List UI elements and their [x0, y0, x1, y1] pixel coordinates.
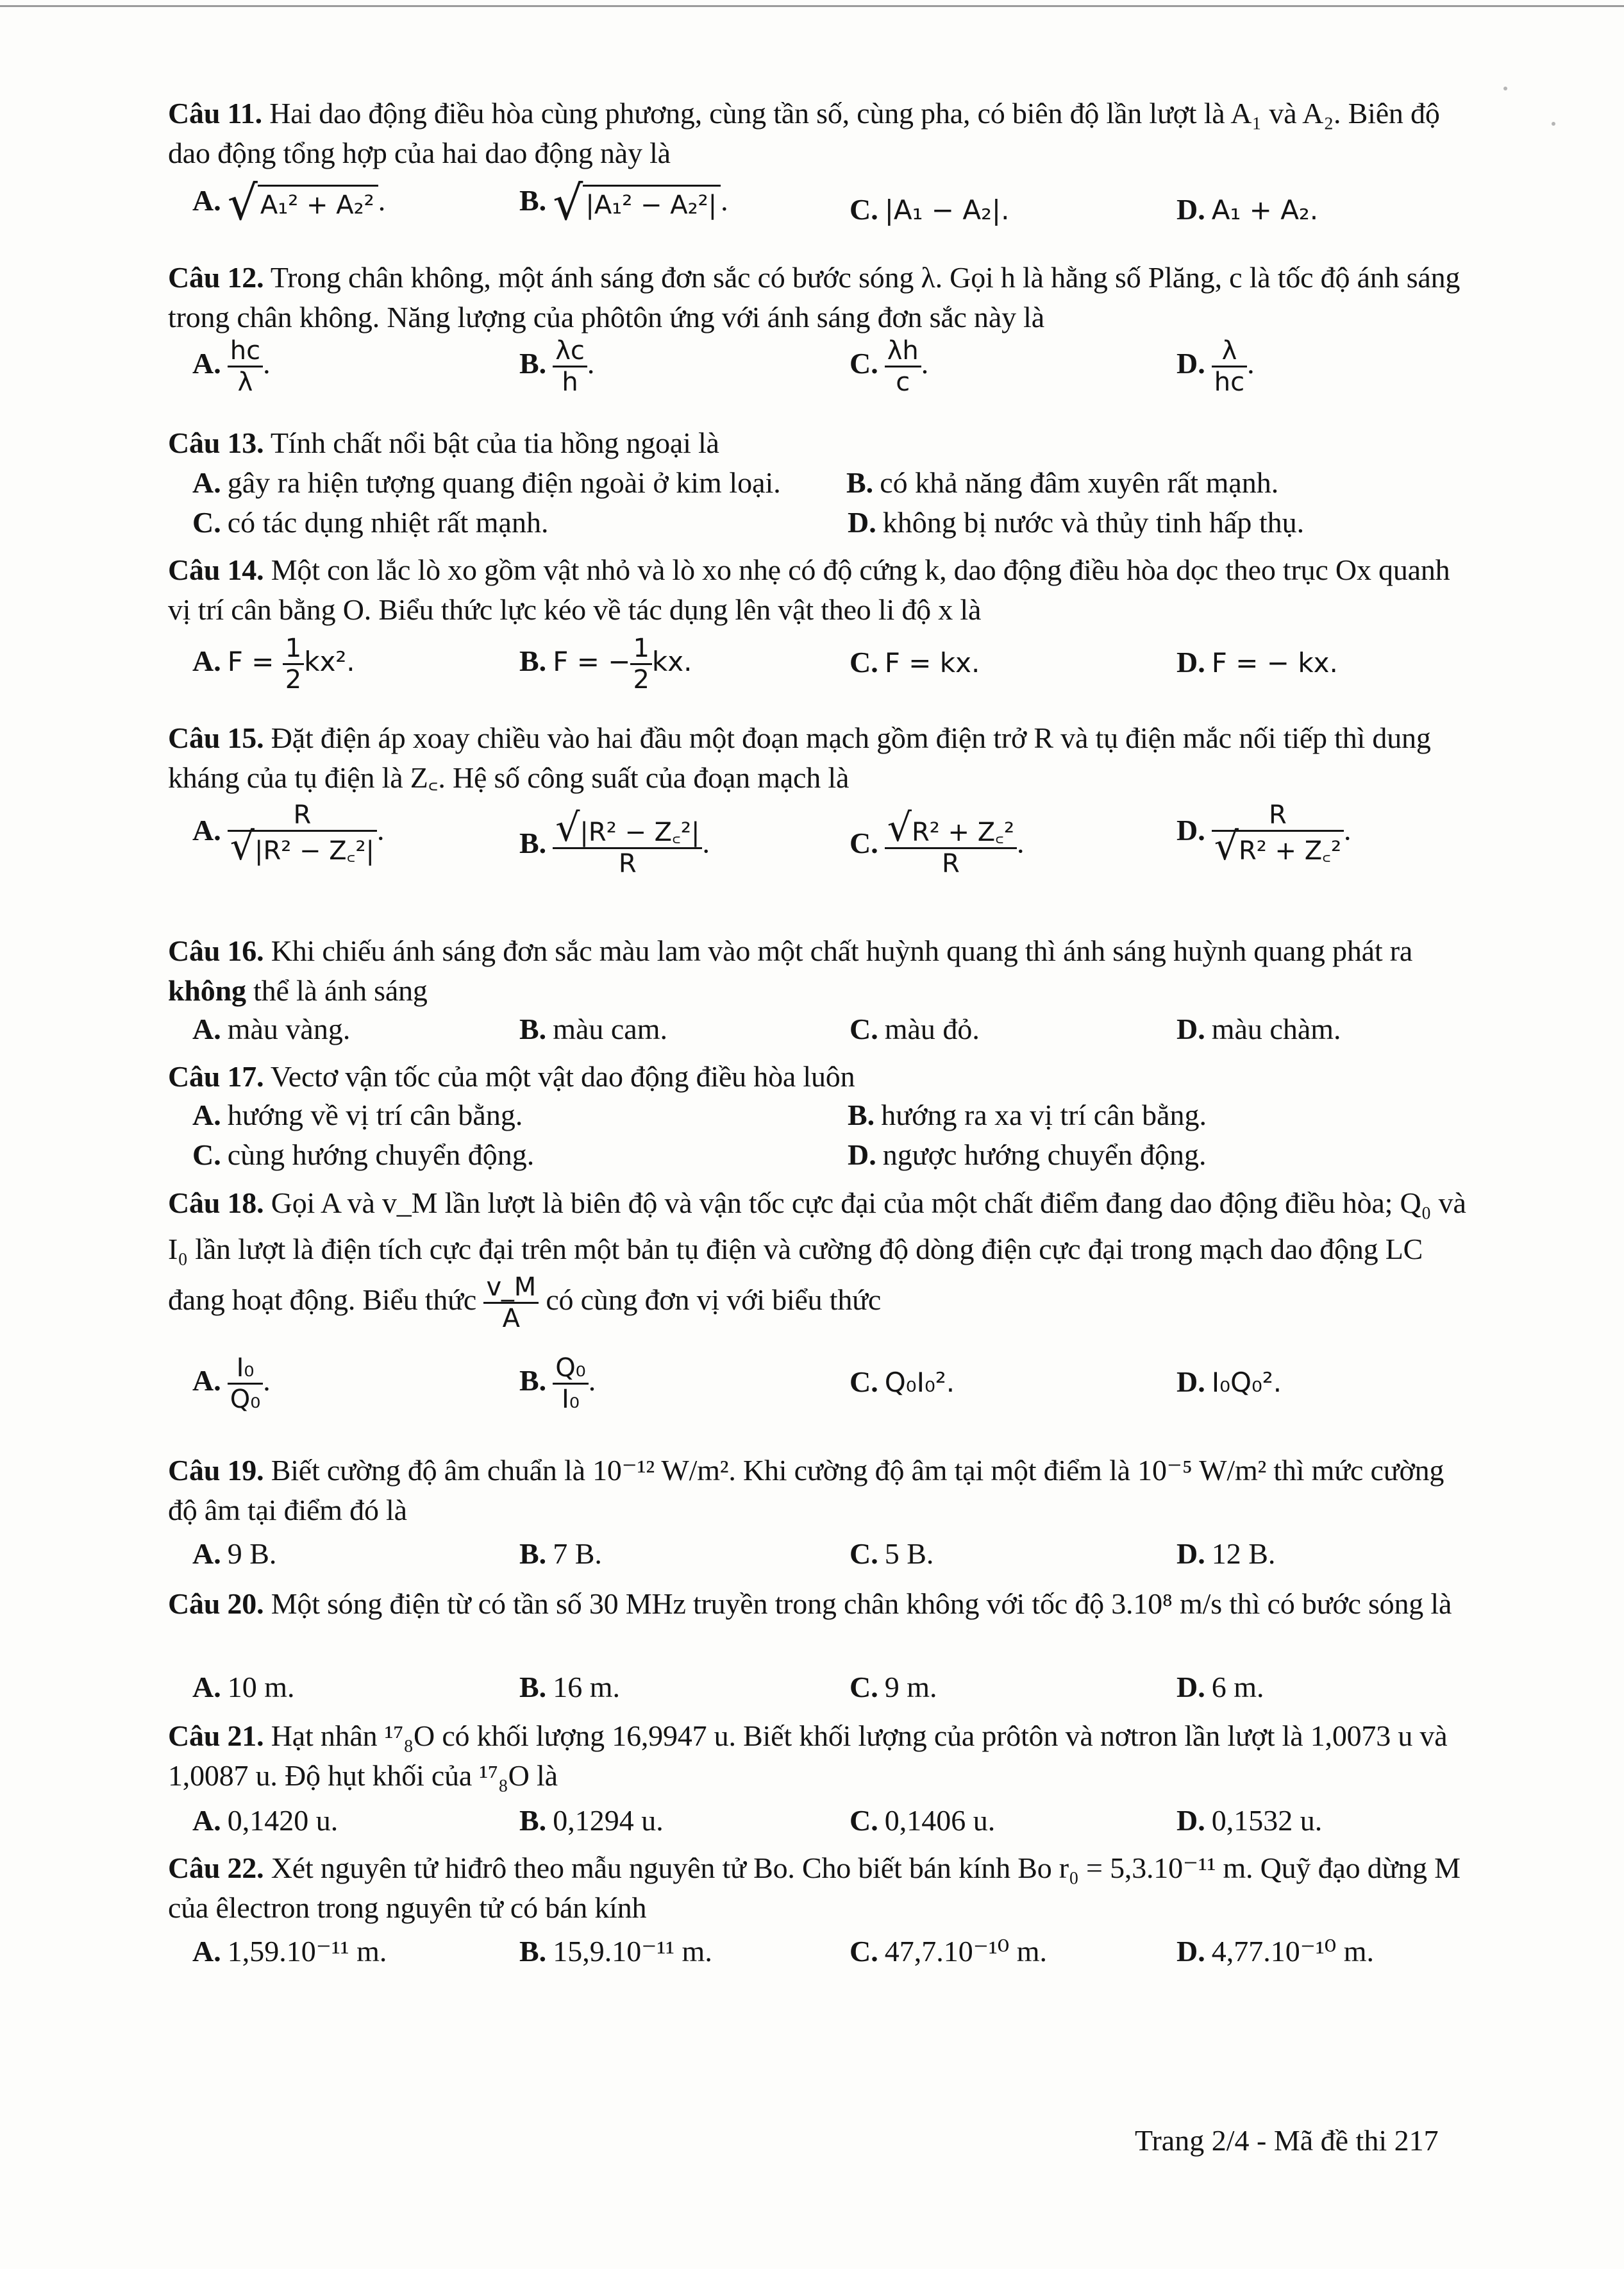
options-14 — [192, 634, 1481, 698]
options-13-row2 — [192, 503, 1481, 543]
option-a: A. 9 B. — [192, 1537, 277, 1570]
question-text: Hạt nhân ¹⁷₈O có khối lượng 16,9947 u. Biết khối lượng của prôtôn và nơtron lần lượt là 1,0073 u và 1,0087 u. Độ hụt khối của ¹⁷₈O là — [168, 1719, 1448, 1792]
option-a: A. màu vàng. — [192, 1013, 351, 1045]
option-c: C. 47,7.10⁻¹⁰ m. — [850, 1935, 1048, 1968]
option-c: C. Q₀I₀². — [850, 1365, 955, 1398]
option-b: B. √ |A₁² − A₂²| . — [519, 176, 728, 232]
option-b: B. có khả năng đâm xuyên rất mạnh. — [846, 466, 1279, 499]
option-a: A. $\frac{R}{\text{√|R² − Z꜀²|}}$ . — [192, 800, 385, 869]
question-text: Biết cường độ âm chuẩn là 10⁻¹² W/m². Khi cường độ âm tại một điểm là 10⁻⁵ W/m² thì mức cường độ âm tại điểm đó là — [168, 1454, 1444, 1526]
option-b: B. $\frac{\text{√|R² − Z꜀²|}}{R}$ . — [519, 806, 710, 879]
option-b: B. 15,9.10⁻¹¹ m. — [519, 1935, 712, 1968]
option-b: B. $\frac{\lambda c}{h}$ . — [519, 336, 595, 397]
option-a: A. $\frac{hc}{\lambda}$ . — [192, 336, 271, 397]
option-c: C. |A₁ − A₂|. — [850, 193, 1010, 226]
option-b: B. 7 B. — [519, 1537, 602, 1570]
option-d: D. I₀Q₀². — [1176, 1365, 1282, 1398]
option-d: D. A₁ + A₂. — [1176, 193, 1319, 226]
options-18 — [192, 1353, 1481, 1417]
options-13-row1 — [192, 463, 1481, 503]
question-text: Đặt điện áp xoay chiều vào hai đầu một đoạn mạch gồm điện trở R và tụ điện mắc nối tiếp thì dung kháng của tụ điện là Z꜀. Hệ số công suất của đoạn mạch là — [168, 721, 1431, 794]
option-d: D. 4,77.10⁻¹⁰ m. — [1176, 1935, 1375, 1968]
question-21: Câu 21. Hạt nhân ¹⁷₈O có khối lượng 16,9947 u. Biết khối lượng của prôtôn và nơtron lần lượt là 1,0073 u và 1,0087 u. Độ hụt khối của ¹⁷₈O là — [168, 1719, 1448, 1792]
option-a: A. gây ra hiện tượng quang điện ngoài ở kim loại. — [192, 466, 781, 499]
option-a: A. √ A₁² + A₂² . — [192, 176, 386, 232]
option-d: D. màu chàm. — [1176, 1013, 1341, 1045]
question-text: Tính chất nổi bật của tia hồng ngoại là — [270, 426, 719, 459]
options-17-row1 — [192, 1095, 1481, 1135]
option-d: D. $\frac{R}{\text{√R² + Z꜀²}}$ . — [1176, 800, 1352, 869]
option-b: B. 0,1294 u. — [519, 1804, 664, 1837]
options-22 — [192, 1932, 1481, 1971]
options-19 — [192, 1534, 1481, 1574]
question-16: Câu 16. Khi chiếu ánh sáng đơn sắc màu lam vào một chất huỳnh quang thì ánh sáng huỳnh quang phát ra không thể là ánh sáng — [168, 934, 1413, 1007]
option-d: D. không bị nước và thủy tinh hấp thụ. — [848, 506, 1305, 539]
option-c: C. $\frac{\lambda h}{c}$ . — [850, 336, 929, 397]
option-d: D. ngược hướng chuyển động. — [848, 1138, 1207, 1171]
question-text: Một sóng điện từ có tần số 30 MHz truyền trong chân không với tốc độ 3.10⁸ m/s thì có bước sóng là — [271, 1587, 1452, 1620]
question-number: Câu 11. — [168, 97, 262, 130]
question-text: Vectơ vận tốc của một vật dao động điều hòa luôn — [270, 1060, 855, 1093]
question-18: Câu 18. Gọi A và v_M lần lượt là biên độ và vận tốc cực đại của một chất điểm đang dao động điều hòa; Q₀ và I₀ lần lượt là điện tích cực đại trên một bản tụ điện và cường độ dòng điện cực đại trong mạch dao động LC đang hoạt động. Biểu thức $\frac{v\_M}{A}$ có cùng đơn vị với biểu thức — [168, 1186, 1466, 1333]
options-16 — [192, 1009, 1481, 1049]
question-13: Câu 13. Tính chất nổi bật của tia hồng ngoại là — [168, 426, 719, 459]
option-c: C. F = kx. — [850, 646, 980, 679]
option-d: D. F = − kx. — [1176, 646, 1338, 679]
option-a: A. 1,59.10⁻¹¹ m. — [192, 1935, 387, 1968]
question-17: Câu 17. Vectơ vận tốc của một vật dao động điều hòa luôn — [168, 1060, 855, 1093]
question-text: Khi chiếu ánh sáng đơn sắc màu lam vào một chất huỳnh quang thì ánh sáng huỳnh quang phát ra — [271, 934, 1413, 967]
options-21 — [192, 1801, 1481, 1841]
question-text: Một con lắc lò xo gồm vật nhỏ và lò xo nhẹ có độ cứng k, dao động điều hòa dọc theo trục Ox quanh vị trí cân bằng O. Biểu thức lực kéo về tác dụng lên vật theo li độ x là — [168, 553, 1450, 626]
question-text: Xét nguyên tử hiđrô theo mẫu nguyên tử Bo. Cho biết bán kính Bo r₀ = 5,3.10⁻¹¹ m. Quỹ đạo dừng M của êlectron trong nguyên tử có bán kính — [168, 1851, 1461, 1924]
options-11 — [192, 176, 1481, 239]
option-c: C. 9 m. — [850, 1671, 937, 1703]
option-a: A. $\frac{\text{I₀}}{\text{Q₀}}$ . — [192, 1353, 271, 1414]
options-15 — [192, 800, 1481, 916]
option-d: D. $\frac{\lambda}{hc}$ . — [1176, 336, 1255, 397]
option-d: D. 6 m. — [1176, 1671, 1264, 1703]
page-footer: Trang 2/4 - Mã đề thi 217 — [1135, 2124, 1439, 2157]
top-border-line — [0, 5, 1624, 7]
options-20 — [192, 1667, 1481, 1707]
scan-speck — [1552, 122, 1555, 126]
question-20: Câu 20. Một sóng điện từ có tần số 30 MHz truyền trong chân không với tốc độ 3.10⁸ m/s thì có bước sóng là — [168, 1587, 1452, 1620]
question-15: Câu 15. Đặt điện áp xoay chiều vào hai đầu một đoạn mạch gồm điện trở R và tụ điện mắc nối tiếp thì dung kháng của tụ điện là Z꜀. Hệ số công suất của đoạn mạch là — [168, 721, 1431, 794]
option-a: A. hướng về vị trí cân bằng. — [192, 1099, 523, 1131]
option-c: C. màu đỏ. — [850, 1013, 980, 1045]
question-text: Gọi A và v_M lần lượt là biên độ và vận tốc cực đại của một chất điểm đang dao động điều hòa; Q₀ và I₀ lần lượt là điện tích cực đại trên một bản tụ điện và cường độ dòng điện cực đại trong mạch dao động LC đang hoạt động. Biểu thức — [168, 1186, 1466, 1317]
options-17-row2 — [192, 1135, 1481, 1175]
emphasis-not: không — [168, 974, 246, 1007]
option-b: B. màu cam. — [519, 1013, 667, 1045]
option-b: B. hướng ra xa vị trí cân bằng. — [848, 1099, 1207, 1131]
option-c: C. cùng hướng chuyển động. — [192, 1138, 535, 1171]
question-text: Trong chân không, một ánh sáng đơn sắc có bước sóng λ. Gọi h là hằng số Plăng, c là tốc độ ánh sáng trong chân không. Năng lượng của phôtôn ứng với ánh sáng đơn sắc này là — [168, 261, 1461, 333]
option-c: C. $\frac{\text{√R² + Z꜀²}}{R}$ . — [850, 806, 1025, 879]
question-12: Câu 12. Trong chân không, một ánh sáng đơn sắc có bước sóng λ. Gọi h là hằng số Plăng, c là tốc độ ánh sáng trong chân không. Năng lượng của phôtôn ứng với ánh sáng đơn sắc này là — [168, 261, 1461, 333]
option-b: B. $\frac{\text{Q₀}}{\text{I₀}}$ . — [519, 1353, 596, 1414]
option-b: B. 16 m. — [519, 1671, 620, 1703]
option-c: C. có tác dụng nhiệt rất mạnh. — [192, 506, 549, 539]
option-c: C. 5 B. — [850, 1537, 934, 1570]
question-11 — [168, 94, 1479, 173]
option-a: A. 0,1420 u. — [192, 1804, 339, 1837]
question-text: Hai dao động điều hòa cùng phương, cùng tần số, cùng pha, có biên độ lần lượt là A₁ và A₂. Biên độ dao động tổng hợp của hai dao động này là — [168, 97, 1440, 169]
question-14: Câu 14. Một con lắc lò xo gồm vật nhỏ và lò xo nhẹ có độ cứng k, dao động điều hòa dọc theo trục Ox quanh vị trí cân bằng O. Biểu thức lực kéo về tác dụng lên vật theo li độ x là — [168, 553, 1450, 626]
option-d: D. 0,1532 u. — [1176, 1804, 1323, 1837]
option-c: C. 0,1406 u. — [850, 1804, 996, 1837]
question-22: Câu 22. Xét nguyên tử hiđrô theo mẫu nguyên tử Bo. Cho biết bán kính Bo r₀ = 5,3.10⁻¹¹ m. Quỹ đạo dừng M của êlectron trong nguyên tử có bán kính — [168, 1851, 1461, 1924]
option-d: D. 12 B. — [1176, 1537, 1276, 1570]
option-a: A. F = $\frac{1}{2}$ kx². — [192, 634, 355, 695]
option-b: B. F = − $\frac{1}{2}$ kx. — [519, 634, 692, 695]
option-a: A. 10 m. — [192, 1671, 295, 1703]
options-12 — [192, 336, 1481, 400]
question-19: Câu 19. Biết cường độ âm chuẩn là 10⁻¹² W/m². Khi cường độ âm tại một điểm là 10⁻⁵ W/m² thì mức cường độ âm tại điểm đó là — [168, 1454, 1444, 1526]
scan-speck — [1503, 87, 1507, 90]
